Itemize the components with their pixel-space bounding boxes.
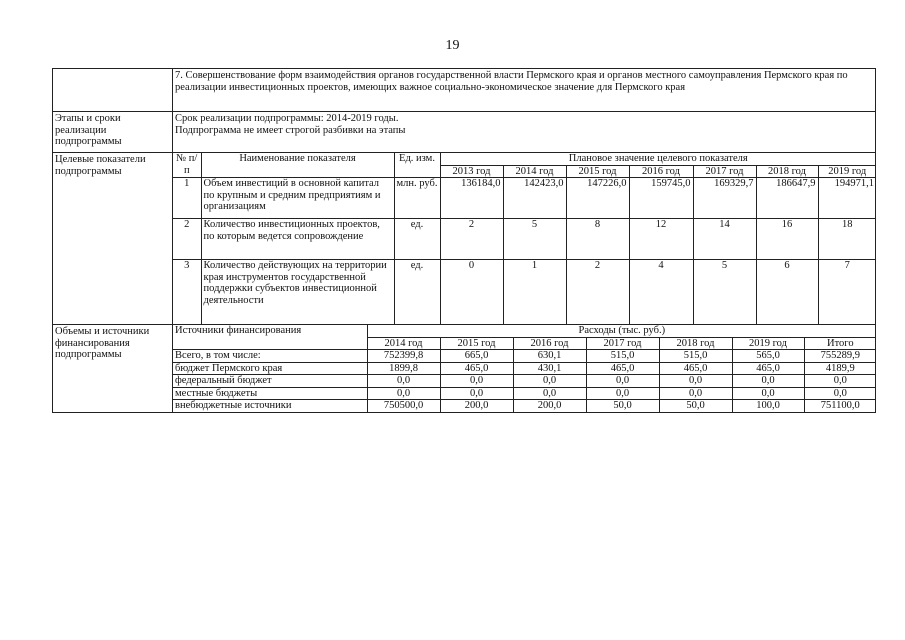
indicator-value: 159745,0 [629, 178, 693, 219]
year-header: 2014 год [367, 337, 440, 350]
year-header: 2018 год [756, 165, 818, 178]
year-header: 2017 год [693, 165, 756, 178]
financing-table [173, 325, 876, 412]
financing-data-row [173, 350, 876, 363]
col-expenses-header: Расходы (тыс. руб.) [367, 325, 876, 337]
expense-value: 1899,8 [367, 362, 440, 375]
source-name: местные бюджеты [173, 387, 367, 400]
year-header: 2015 год [566, 165, 629, 178]
col-plan-header: Плановое значение целевого показателя [440, 153, 876, 165]
expense-value: 100,0 [732, 400, 804, 412]
indicator-no: 1 [173, 178, 201, 219]
financing-data-row [173, 400, 876, 412]
indicator-value: 12 [629, 219, 693, 260]
indicators-header-row [173, 153, 876, 165]
expense-value: 465,0 [440, 362, 513, 375]
expense-value: 0,0 [513, 375, 586, 388]
expense-value: 0,0 [367, 375, 440, 388]
expense-value: 0,0 [804, 375, 876, 388]
expense-value: 0,0 [440, 375, 513, 388]
col-source-header: Источники финансирования [173, 325, 367, 350]
expense-value: 751100,0 [804, 400, 876, 412]
indicator-value: 0 [440, 260, 503, 325]
indicator-value: 186647,9 [756, 178, 818, 219]
indicator-no: 2 [173, 219, 201, 260]
expense-value: 465,0 [732, 362, 804, 375]
indicator-value: 5 [503, 219, 566, 260]
expense-value: 0,0 [586, 375, 659, 388]
section-title-row [53, 69, 876, 112]
indicator-name: Количество инвестиционных проектов, по которым ведется сопровождение [201, 219, 394, 260]
expense-value: 665,0 [440, 350, 513, 363]
indicator-value: 6 [756, 260, 818, 325]
expense-value: 200,0 [440, 400, 513, 412]
indicator-row [173, 260, 876, 325]
indicator-value: 14 [693, 219, 756, 260]
indicator-name: Объем инвестиций в основной капитал по крупным и средним предприятиям и организациям [201, 178, 394, 219]
expense-value: 755289,9 [804, 350, 876, 363]
indicator-value: 136184,0 [440, 178, 503, 219]
indicator-value: 1 [503, 260, 566, 325]
indicator-unit: ед. [394, 260, 440, 325]
financing-data-row [173, 375, 876, 388]
indicators-row [53, 153, 876, 325]
stages-label: Этапы и сроки реализации подпрограммы [53, 112, 173, 153]
stages-line-2: Подпрограмма не имеет строгой разбивки на этапы [175, 124, 406, 136]
indicator-value: 18 [818, 219, 876, 260]
stages-line-1: Срок реализации подпрограммы: 2014-2019 годы. [175, 113, 399, 124]
expense-value: 0,0 [659, 387, 732, 400]
expense-value: 0,0 [732, 387, 804, 400]
expense-value: 0,0 [440, 387, 513, 400]
expense-value: 0,0 [732, 375, 804, 388]
expense-value: 430,1 [513, 362, 586, 375]
expense-value: 0,0 [586, 387, 659, 400]
indicator-value: 4 [629, 260, 693, 325]
year-header: 2018 год [659, 337, 732, 350]
financing-header-row [173, 325, 876, 337]
year-header: 2019 год [818, 165, 876, 178]
expense-value: 465,0 [586, 362, 659, 375]
expense-value: 0,0 [513, 387, 586, 400]
expense-value: 0,0 [804, 387, 876, 400]
year-header: Итого [804, 337, 876, 350]
indicators-table [173, 153, 876, 324]
expense-value: 0,0 [367, 387, 440, 400]
section-title: 7. Совершенствование форм взаимодействия органов государственной власти Пермского края и органов местного самоуправления Пермского края по реализации инвестиционных проектов, имеющих важное социально-экономическое значение для Пермского края [173, 69, 876, 112]
expense-value: 50,0 [659, 400, 732, 412]
expense-value: 0,0 [659, 375, 732, 388]
expense-value: 752399,8 [367, 350, 440, 363]
indicator-name: Количество действующих на территории края инструментов государственной поддержки субъектов инвестиционной деятельности [201, 260, 394, 325]
source-name: внебюджетные источники [173, 400, 367, 412]
indicator-value: 5 [693, 260, 756, 325]
indicator-row [173, 178, 876, 219]
indicator-row [173, 219, 876, 260]
year-header: 2015 год [440, 337, 513, 350]
indicators-label: Целевые показатели подпрограммы [53, 153, 173, 325]
indicator-value: 2 [566, 260, 629, 325]
year-header: 2014 год [503, 165, 566, 178]
expense-value: 515,0 [659, 350, 732, 363]
indicator-no: 3 [173, 260, 201, 325]
col-no-header: № п/п [173, 153, 201, 178]
indicator-value: 7 [818, 260, 876, 325]
expense-value: 465,0 [659, 362, 732, 375]
indicator-value: 2 [440, 219, 503, 260]
financing-data-row [173, 362, 876, 375]
year-header: 2019 год [732, 337, 804, 350]
financing-row [53, 325, 876, 413]
indicator-value: 142423,0 [503, 178, 566, 219]
expense-value: 515,0 [586, 350, 659, 363]
source-name: Всего, в том числе: [173, 350, 367, 363]
source-name: федеральный бюджет [173, 375, 367, 388]
year-header: 2016 год [513, 337, 586, 350]
expense-value: 565,0 [732, 350, 804, 363]
col-name-header: Наименование показателя [201, 153, 394, 178]
expense-value: 50,0 [586, 400, 659, 412]
indicator-unit: млн. руб. [394, 178, 440, 219]
source-name: бюджет Пермского края [173, 362, 367, 375]
indicator-value: 194971,1 [818, 178, 876, 219]
stages-row [53, 112, 876, 153]
page-number: 19 [445, 38, 460, 53]
indicator-value: 147226,0 [566, 178, 629, 219]
year-header: 2013 год [440, 165, 503, 178]
financing-data-row [173, 387, 876, 400]
expense-value: 750500,0 [367, 400, 440, 412]
subprogram-passport-table [52, 68, 876, 413]
indicator-unit: ед. [394, 219, 440, 260]
financing-label: Объемы и источники финансирования подпрограммы [53, 325, 173, 413]
year-header: 2016 год [629, 165, 693, 178]
expense-value: 4189,9 [804, 362, 876, 375]
indicator-value: 8 [566, 219, 629, 260]
indicator-value: 169329,7 [693, 178, 756, 219]
year-header: 2017 год [586, 337, 659, 350]
expense-value: 200,0 [513, 400, 586, 412]
expense-value: 630,1 [513, 350, 586, 363]
col-unit-header: Ед. изм. [394, 153, 440, 178]
indicator-value: 16 [756, 219, 818, 260]
